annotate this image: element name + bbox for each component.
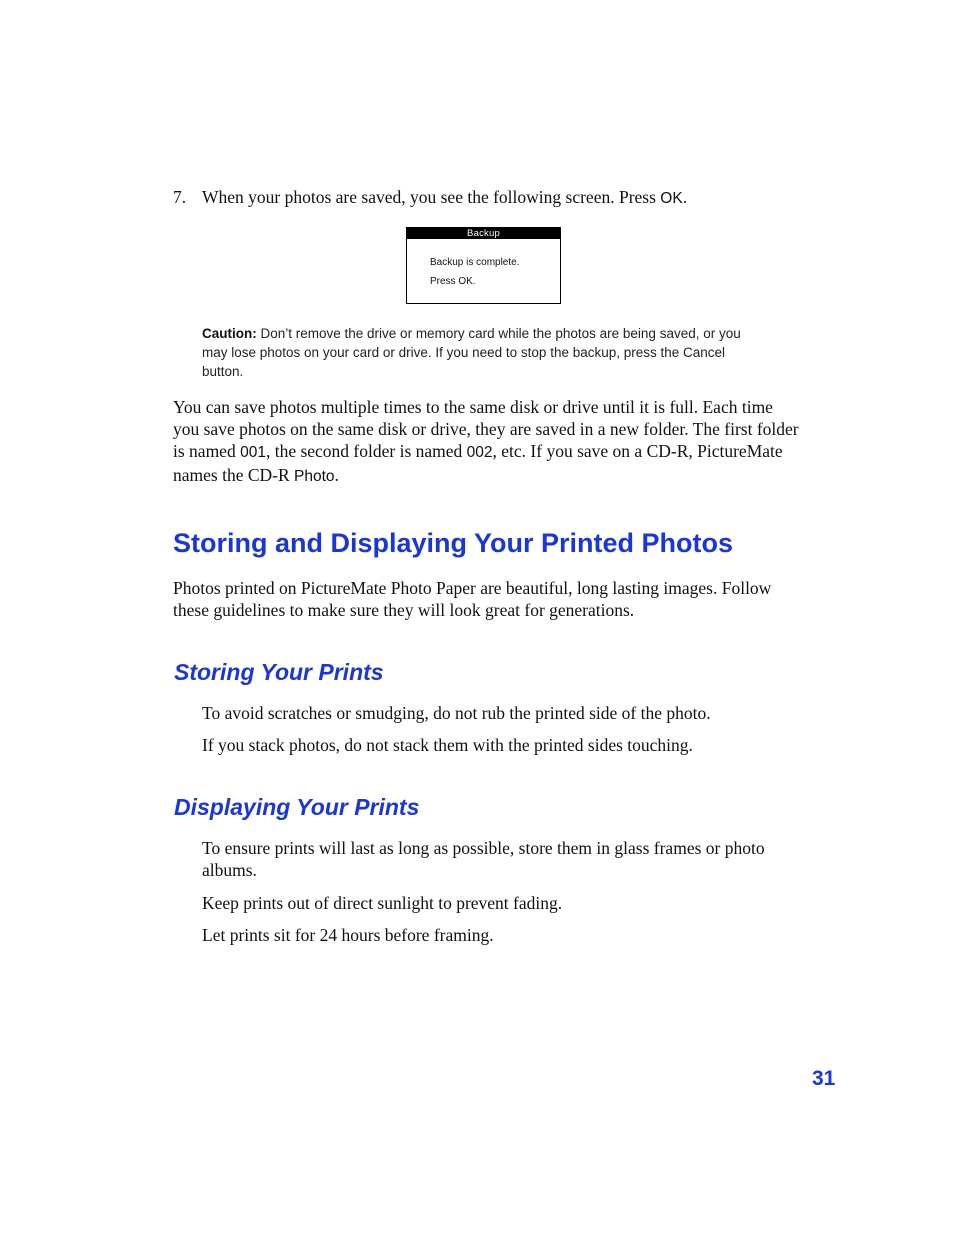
intro-paragraph: Photos printed on PictureMate Photo Paper are beautiful, long lasting images. Follow these guidelines to make sure they will look great for generations. (173, 578, 772, 620)
paragraph-text: You can save photos multiple times to the same disk or drive until it is full. Each time you save photos on the same disk or drive, they are saved in a new folder. The first folder is named (173, 397, 799, 461)
caution-label: Caution: (202, 326, 257, 341)
folder-name-001: 001 (240, 444, 266, 461)
displaying-tip: Keep prints out of direct sunlight to prevent fading. (202, 893, 563, 913)
page-number: 31 (812, 1067, 836, 1090)
paragraph-text: . (334, 465, 339, 485)
subheading-displaying-prints: Displaying Your Prints (174, 794, 420, 820)
lcd-title-bar: Backup (407, 228, 560, 239)
subheading-storing-prints: Storing Your Prints (174, 659, 384, 685)
cdr-name-photo: Photo (294, 468, 335, 485)
storing-tip: To avoid scratches or smudging, do not rub the printed side of the photo. (202, 703, 711, 723)
ok-key-label: OK (660, 190, 683, 207)
paragraph-text: , the second folder is named (265, 441, 467, 461)
step-number: 7. (173, 187, 187, 207)
displaying-tip: To ensure prints will last as long as possible, store them in glass frames or photo albums. (202, 838, 765, 880)
paragraph-text: , etc. If you save on a CD-R, PictureMate names the CD-R (173, 441, 783, 485)
step-text (202, 186, 687, 210)
section-heading-storing-displaying: Storing and Displaying Your Printed Photos (173, 528, 734, 558)
lcd-message-line2: Press OK. (430, 276, 476, 287)
lcd-message-line1: Backup is complete. (430, 257, 520, 268)
displaying-tip: Let prints sit for 24 hours before framing. (202, 925, 494, 945)
lcd-screen-illustration (406, 227, 561, 304)
caution-note (202, 324, 762, 381)
step-period: . (682, 187, 688, 207)
step-instruction: When your photos are saved, you see the following screen. Press (202, 187, 661, 207)
backup-folders-paragraph (173, 396, 803, 488)
folder-name-002: 002 (466, 444, 493, 461)
caution-text: Don’t remove the drive or memory card while the photos are being saved, or you may lose photos on your card or drive. If you need to stop the backup, press the Cancel button. (202, 326, 741, 379)
storing-tip: If you stack photos, do not stack them with the printed sides touching. (202, 735, 693, 755)
